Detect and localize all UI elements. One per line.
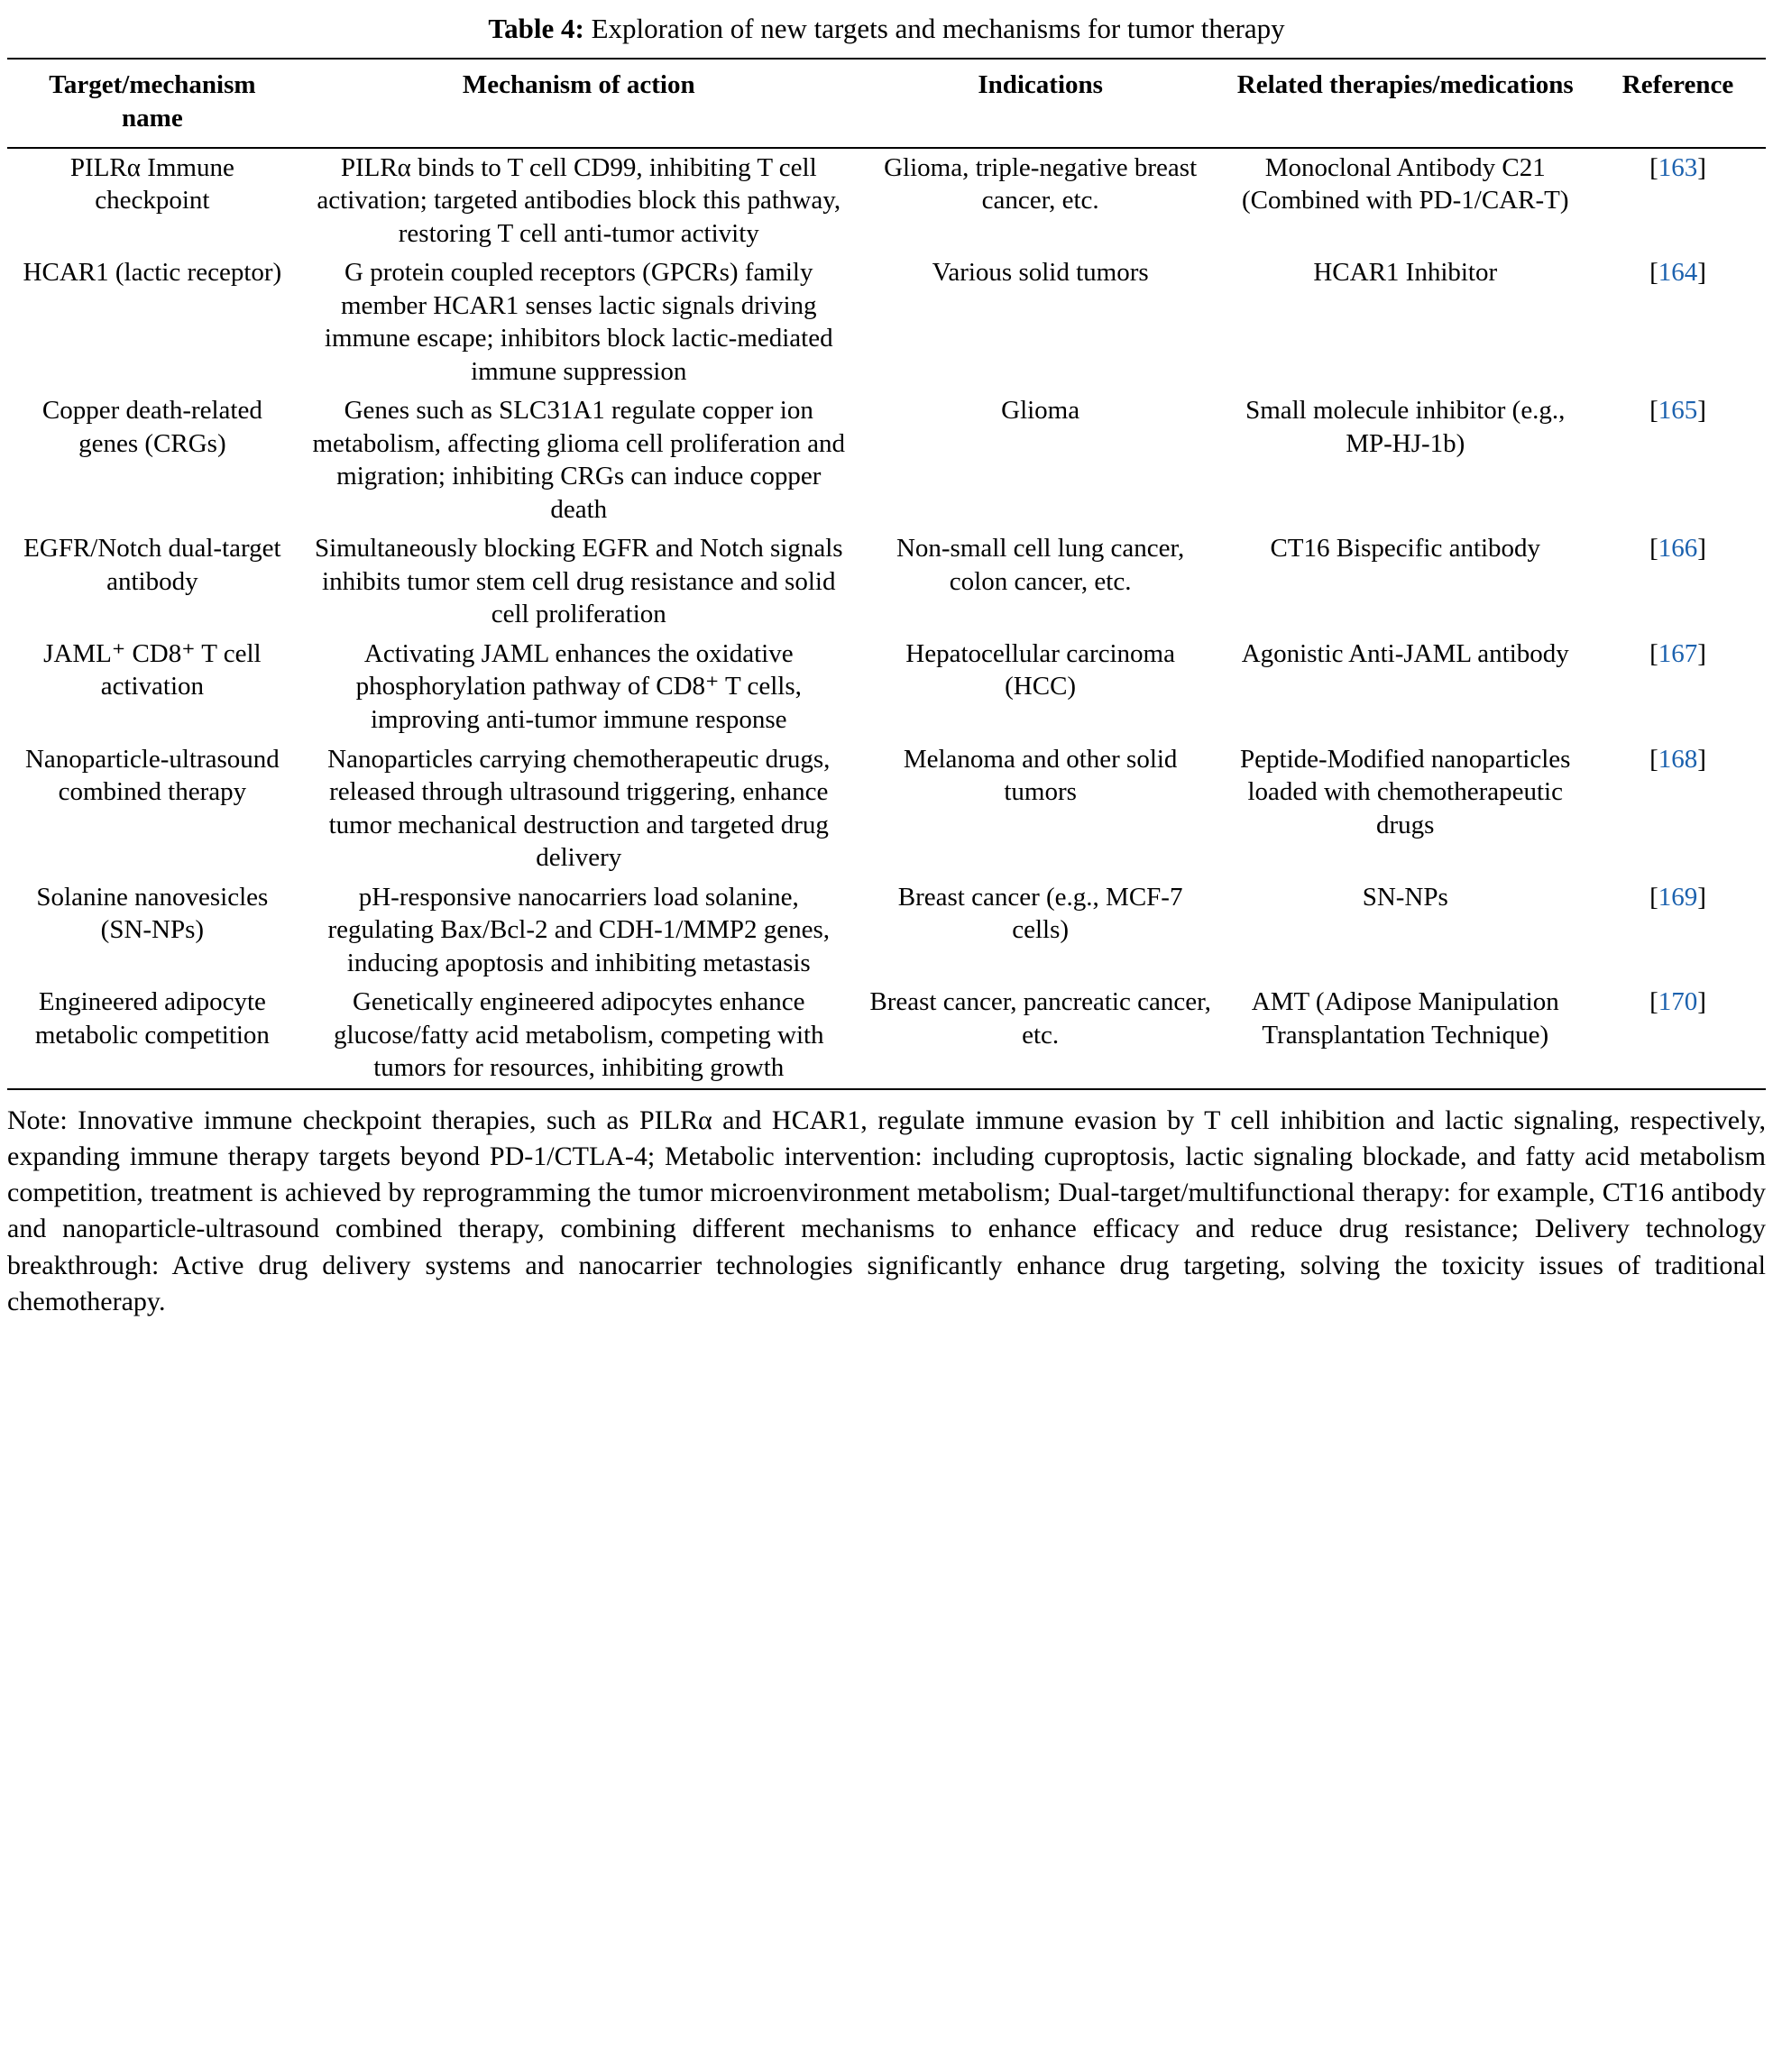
header-target-mechanism: Target/mechanism name	[7, 59, 298, 147]
header-reference: Reference	[1590, 59, 1766, 147]
cell-therapies: Agonistic Anti-JAML antibody	[1241, 638, 1569, 668]
cell-therapies: Monoclonal Antibody C21 (Combined with PD-1/CAR-T)	[1242, 152, 1569, 215]
reference-link[interactable]: 170	[1658, 987, 1698, 1017]
reference-link[interactable]: 168	[1658, 744, 1698, 774]
header-mechanism-of-action: Mechanism of action	[298, 59, 860, 147]
targets-mechanisms-table	[7, 58, 1766, 1090]
cell-target-name: Copper death-related genes (CRGs)	[41, 396, 262, 458]
cell-mechanism: G protein coupled receptors (GPCRs) family member HCAR1 senses lactic signals driving immune escape; inhibitors block lactic-mediated immune suppression	[324, 258, 833, 386]
table-row	[7, 878, 1766, 984]
ref-bracket-close: ]	[1697, 987, 1706, 1017]
ref-bracket-close: ]	[1697, 534, 1706, 564]
cell-indications: Breast cancer (e.g., MCF-7 cells)	[897, 882, 1183, 945]
cell-mechanism: Genetically engineered adipocytes enhance glucose/fatty acid metabolism, competing with tumors for resources, inhibiting growth	[333, 987, 824, 1083]
ref-bracket-open: [	[1649, 987, 1658, 1017]
table-header	[7, 59, 1766, 147]
ref-bracket-open: [	[1649, 152, 1658, 182]
cell-reference	[1590, 253, 1766, 391]
cell-therapies: HCAR1 Inhibitor	[1313, 258, 1498, 288]
ref-bracket-close: ]	[1697, 396, 1706, 426]
cell-target-name: PILRα Immune checkpoint	[69, 152, 234, 215]
table-note: Note: Innovative immune checkpoint therapies, such as PILRα and HCAR1, regulate immune evasion by T cell inhibition and lactic signaling, respectively, expanding immune therapy targets beyond PD-1/CTLA-4; Metabolic intervention: including cuproptosis, lactic signaling blockade, and fatty acid metabolism competition, treatment is achieved by reprogramming the tumor microenvironment metabolism; Dual-target/multifunctional therapy: for example, CT16 antibody and nanoparticle-ultrasound combined therapy, combining different mechanisms to enhance efficacy and reduce drug resistance; Delivery technology breakthrough: Active drug delivery systems and nanocarrier technologies significantly enhance drug targeting, solving the toxicity issues of traditional chemotherapy.	[7, 1105, 1766, 1316]
table-body	[7, 148, 1766, 1089]
cell-therapies: Peptide-Modified nanoparticles loaded with chemotherapeutic drugs	[1240, 744, 1571, 839]
reference-link[interactable]: 164	[1658, 258, 1698, 288]
ref-bracket-open: [	[1649, 638, 1658, 668]
reference-link[interactable]: 169	[1658, 882, 1698, 912]
cell-mechanism: Simultaneously blocking EGFR and Notch signals inhibits tumor stem cell drug resistance and solid cell proliferation	[314, 534, 843, 629]
cell-indications: Melanoma and other solid tumors	[903, 744, 1178, 807]
cell-therapies: AMT (Adipose Manipulation Transplantation Technique)	[1251, 987, 1559, 1050]
cell-mechanism: Activating JAML enhances the oxidative phosphorylation pathway of CD8⁺ T cells, improving anti-tumor immune response	[355, 638, 802, 735]
table-row	[7, 148, 1766, 254]
ref-bracket-open: [	[1649, 744, 1658, 774]
ref-bracket-open: [	[1649, 258, 1658, 288]
ref-bracket-close: ]	[1697, 744, 1706, 774]
table-caption	[7, 11, 1766, 47]
cell-reference	[1590, 148, 1766, 254]
table-row	[7, 635, 1766, 740]
table-caption-label: Table 4:	[488, 13, 584, 44]
cell-indications: Non-small cell lung cancer, colon cancer, etc.	[896, 534, 1185, 596]
cell-indications: Various solid tumors	[932, 258, 1149, 288]
cell-reference	[1590, 878, 1766, 984]
cell-mechanism: PILRα binds to T cell CD99, inhibiting T cell activation; targeted antibodies block this pathway, restoring T cell anti-tumor activity	[317, 152, 841, 248]
table-row	[7, 983, 1766, 1089]
cell-indications: Hepatocellular carcinoma (HCC)	[905, 638, 1175, 701]
cell-indications: Glioma	[1001, 396, 1080, 426]
cell-target-name: EGFR/Notch dual-target antibody	[23, 534, 281, 596]
cell-therapies: Small molecule inhibitor (e.g., MP-HJ-1b)	[1245, 396, 1566, 458]
cell-target-name: HCAR1 (lactic receptor)	[23, 258, 282, 288]
cell-indications: Breast cancer, pancreatic cancer, etc.	[869, 987, 1211, 1050]
cell-indications: Glioma, triple-negative breast cancer, etc.	[884, 152, 1198, 215]
cell-therapies: SN-NPs	[1362, 882, 1448, 912]
table-caption-text: Exploration of new targets and mechanisms for tumor therapy	[583, 13, 1285, 44]
reference-link[interactable]: 163	[1658, 152, 1698, 182]
table-row	[7, 253, 1766, 391]
ref-bracket-close: ]	[1697, 638, 1706, 668]
cell-reference	[1590, 740, 1766, 878]
cell-target-name: Engineered adipocyte metabolic competition	[34, 987, 270, 1050]
cell-reference	[1590, 983, 1766, 1089]
reference-link[interactable]: 167	[1658, 638, 1698, 668]
ref-bracket-close: ]	[1697, 152, 1706, 182]
cell-reference	[1590, 391, 1766, 529]
ref-bracket-close: ]	[1697, 258, 1706, 288]
header-row	[7, 59, 1766, 147]
table-row	[7, 391, 1766, 529]
header-indications: Indications	[860, 59, 1221, 147]
header-related-therapies: Related therapies/medications	[1221, 59, 1591, 147]
ref-bracket-open: [	[1649, 534, 1658, 564]
ref-bracket-open: [	[1649, 396, 1658, 426]
cell-reference	[1590, 635, 1766, 740]
ref-bracket-close: ]	[1697, 882, 1706, 912]
cell-therapies: CT16 Bispecific antibody	[1270, 534, 1541, 564]
reference-link[interactable]: 166	[1658, 534, 1698, 564]
cell-target-name: JAML⁺ CD8⁺ T cell activation	[43, 638, 262, 701]
cell-mechanism: Genes such as SLC31A1 regulate copper ion metabolism, affecting glioma cell proliferation and migration; inhibiting CRGs can induce copper death	[312, 396, 846, 524]
ref-bracket-open: [	[1649, 882, 1658, 912]
cell-target-name: Nanoparticle-ultrasound combined therapy	[24, 744, 280, 807]
cell-reference	[1590, 529, 1766, 635]
reference-link[interactable]: 165	[1658, 396, 1698, 426]
cell-target-name: Solanine nanovesicles (SN-NPs)	[36, 882, 269, 945]
table-row	[7, 529, 1766, 635]
cell-mechanism: Nanoparticles carrying chemotherapeutic drugs, released through ultrasound triggering, enhance tumor mechanical destruction and targeted drug delivery	[327, 744, 831, 873]
table-row	[7, 740, 1766, 878]
cell-mechanism: pH-responsive nanocarriers load solanine, regulating Bax/Bcl-2 and CDH-1/MMP2 genes, inducing apoptosis and inhibiting metastasis	[327, 882, 831, 977]
